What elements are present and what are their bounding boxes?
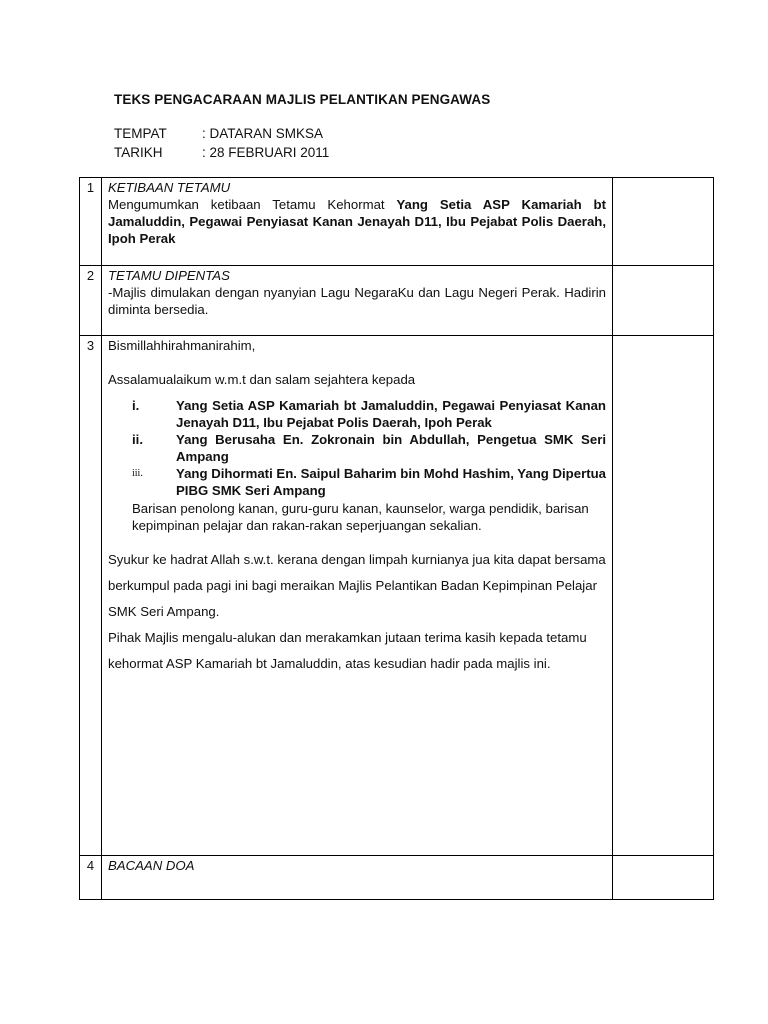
- meta-tarikh: [114, 145, 329, 160]
- list-text: Yang Setia ASP Kamariah bt Jamaluddin, Pegawai Penyiasat Kanan Jenayah D11, Ibu Pejabat Polis Daerah, Ipoh Perak: [176, 398, 606, 430]
- table-row: [80, 266, 714, 336]
- tarikh-label: TARIKH: [114, 145, 163, 160]
- row-notes-cell: [613, 266, 714, 336]
- barisan-text: Barisan penolong kanan, guru-guru kanan, kaunselor, warga pendidik, barisan kepimpinan pelajar dan rakan-rakan seperjuangan sekalian.: [132, 501, 589, 533]
- opening-text: Bismillahhirahmanirahim,: [108, 338, 256, 353]
- row-notes-cell: [613, 336, 714, 856]
- list-text: Yang Berusaha En. Zokronain bin Abdullah, Pengetua SMK Seri Ampang: [176, 432, 606, 464]
- row-content: [102, 336, 613, 856]
- greeting-text: Assalamualaikum w.m.t dan salam sejahtera kepada: [108, 372, 416, 387]
- document-title: TEKS PENGACARAAN MAJLIS PELANTIKAN PENGAWAS: [114, 92, 491, 107]
- list-marker: ii.: [132, 432, 143, 447]
- row-text-bold: Yang Setia ASP Kamariah bt Jamaluddin, Pegawai Penyiasat Kanan Jenayah D11, Ibu Pejabat Polis Daerah, Ipoh Perak: [108, 197, 606, 246]
- list-marker: iii.: [132, 468, 143, 479]
- list-item: [108, 465, 606, 499]
- list-text: Yang Dihormati En. Saipul Baharim bin Mohd Hashim, Yang Dipertua PIBG SMK Seri Ampang: [176, 466, 606, 498]
- row-content: [102, 178, 613, 266]
- row-text: Mengumumkan ketibaan Tetamu Kehormat: [108, 197, 397, 212]
- row-text: -Majlis dimulakan dengan nyanyian Lagu NegaraKu dan Lagu Negeri Perak. Hadirin diminta bersedia.: [108, 285, 606, 317]
- row-heading: BACAAN DOA: [108, 858, 195, 873]
- table-row: [80, 336, 714, 856]
- guest-list: [108, 397, 606, 499]
- list-item: [108, 397, 606, 431]
- table-row: [80, 856, 714, 900]
- row-notes-cell: [613, 178, 714, 266]
- list-marker: i.: [132, 398, 140, 413]
- row-heading: KETIBAAN TETAMU: [108, 180, 231, 195]
- program-table: [79, 177, 714, 900]
- row-number: 3: [80, 336, 102, 856]
- meta-tempat: [114, 126, 323, 141]
- syukur-text: Syukur ke hadrat Allah s.w.t. kerana dengan limpah kurnianya jua kita dapat bersama berkumpul pada pagi ini bagi meraikan Majlis Pelantikan Badan Kepimpinan Pelajar SMK Seri Ampang.: [108, 552, 606, 619]
- row-number: 4: [80, 856, 102, 900]
- row-heading: TETAMU DIPENTAS: [108, 268, 230, 283]
- list-item: [108, 431, 606, 465]
- row-number: 1: [80, 178, 102, 266]
- row-content: [102, 266, 613, 336]
- tempat-value: : DATARAN SMKSA: [202, 126, 324, 141]
- tarikh-value: : 28 FEBRUARI 2011: [202, 145, 330, 160]
- pihak-text: Pihak Majlis mengalu-alukan dan merakamkan jutaan terima kasih kepada tetamu kehormat ASP Kamariah bt Jamaluddin, atas kesudian hadir pada majlis ini.: [108, 630, 587, 671]
- tempat-label: TEMPAT: [114, 126, 167, 141]
- row-number: 2: [80, 266, 102, 336]
- table-row: [80, 178, 714, 266]
- row-content: [102, 856, 613, 900]
- row-notes-cell: [613, 856, 714, 900]
